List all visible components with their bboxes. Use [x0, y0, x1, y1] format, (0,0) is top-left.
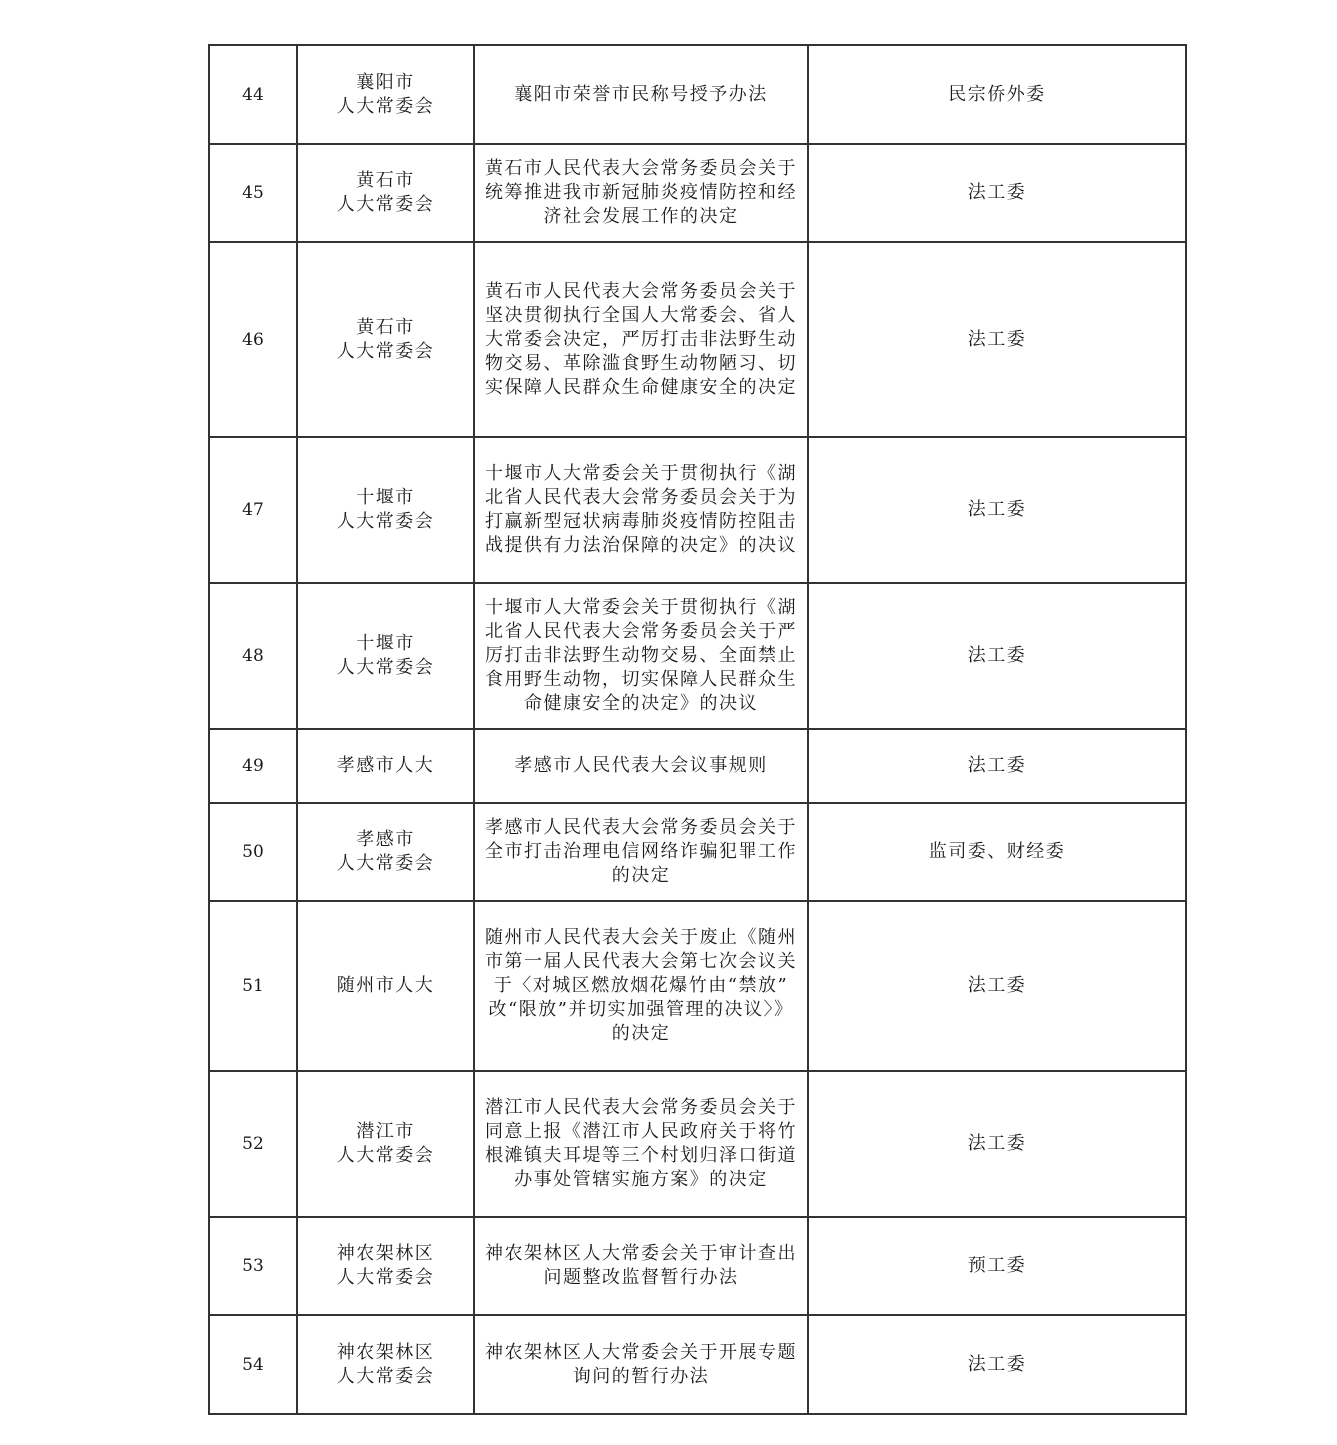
organization-line: 十堰市 [356, 633, 415, 654]
regulation-title-cell [474, 45, 808, 144]
title-line: 随州市人民代表大会关于废止《随州 [485, 927, 797, 948]
title-line: 同意上报《潜江市人民政府关于将竹 [485, 1121, 797, 1142]
title-line: 十堰市人大常委会关于贯彻执行《湖 [485, 463, 797, 484]
title-line: 实保障人民群众生命健康安全的决定 [485, 376, 797, 398]
organization-cell [297, 901, 474, 1071]
organization-line: 黄石市 [356, 170, 415, 191]
table-row [209, 1217, 1186, 1315]
regulation-title-cell [474, 729, 808, 803]
title-line: 神农架林区人大常委会关于开展专题 [485, 1341, 797, 1363]
department-cell: 法工委 [808, 437, 1186, 583]
organization-cell [297, 437, 474, 583]
organization-line: 人大常委会 [336, 1365, 435, 1387]
department-cell: 法工委 [808, 901, 1186, 1071]
organization-line: 人大常委会 [336, 95, 435, 117]
table-row [209, 1071, 1186, 1217]
organization-line: 随州市人大 [336, 975, 435, 996]
title-line: 大常委会决定，严厉打击非法野生动 [485, 328, 797, 350]
organization-line: 襄阳市 [356, 71, 415, 93]
organization-cell [297, 729, 474, 803]
title-line: 根滩镇夫耳堤等三个村划归泽口街道 [485, 1145, 797, 1166]
table-row [209, 729, 1186, 803]
department-cell: 法工委 [808, 242, 1186, 437]
organization-line: 孝感市人大 [336, 755, 435, 776]
organization-cell [297, 583, 474, 729]
row-number: 47 [209, 437, 297, 583]
row-number: 51 [209, 901, 297, 1071]
table-row [209, 901, 1186, 1071]
title-line: 神农架林区人大常委会关于审计查出 [485, 1243, 797, 1264]
organization-line: 人大常委会 [336, 657, 435, 678]
table-row [209, 583, 1186, 729]
title-line: 黄石市人民代表大会常务委员会关于 [485, 158, 797, 179]
title-line: 的决定 [611, 865, 671, 886]
organization-cell [297, 1071, 474, 1217]
title-line: 全市打击治理电信网络诈骗犯罪工作 [485, 841, 797, 862]
row-number: 46 [209, 242, 297, 437]
department-cell: 法工委 [808, 1315, 1186, 1414]
regulation-title-cell [474, 1071, 808, 1217]
regulation-title-cell [474, 583, 808, 729]
title-line: 的决定 [611, 1023, 671, 1044]
title-line: 襄阳市荣誉市民称号授予办法 [514, 83, 768, 105]
table-row [209, 1315, 1186, 1414]
regulation-title-cell [474, 144, 808, 242]
organization-line: 人大常委会 [336, 853, 435, 874]
title-line: 十堰市人大常委会关于贯彻执行《湖 [485, 597, 797, 618]
table-row [209, 437, 1186, 583]
row-number: 49 [209, 729, 297, 803]
title-line: 坚决贯彻执行全国人大常委会、省人 [485, 304, 797, 326]
organization-cell [297, 1217, 474, 1315]
table-row [209, 803, 1186, 901]
row-number: 54 [209, 1315, 297, 1414]
row-number: 50 [209, 803, 297, 901]
organization-line: 孝感市 [356, 829, 415, 850]
department-cell: 民宗侨外委 [808, 45, 1186, 144]
organization-line: 人大常委会 [336, 194, 435, 215]
department-cell: 法工委 [808, 1071, 1186, 1217]
title-line: 北省人民代表大会常务委员会关于严 [485, 621, 797, 642]
organization-line: 人大常委会 [336, 340, 435, 362]
table-row [209, 144, 1186, 242]
row-number: 45 [209, 144, 297, 242]
title-line: 孝感市人民代表大会议事规则 [514, 755, 768, 776]
organization-cell [297, 45, 474, 144]
title-line: 孝感市人民代表大会常务委员会关于 [485, 817, 797, 838]
organization-line: 神农架林区 [336, 1243, 435, 1264]
row-number: 53 [209, 1217, 297, 1315]
title-line: 战提供有力法治保障的决定》的决议 [485, 535, 797, 556]
title-line: 办事处管辖实施方案》的决定 [514, 1169, 768, 1190]
regulation-title-cell [474, 437, 808, 583]
table-row [209, 45, 1186, 144]
department-cell: 预工委 [808, 1217, 1186, 1315]
organization-cell [297, 803, 474, 901]
title-line: 黄石市人民代表大会常务委员会关于 [485, 280, 797, 302]
organization-line: 人大常委会 [336, 1267, 435, 1288]
title-line: 改“限放”并切实加强管理的决议〉》 [488, 999, 794, 1020]
title-line: 济社会发展工作的决定 [543, 206, 739, 227]
row-number: 44 [209, 45, 297, 144]
organization-line: 十堰市 [356, 487, 415, 508]
regulation-title-cell [474, 901, 808, 1071]
department-cell: 监司委、财经委 [808, 803, 1186, 901]
organization-line: 人大常委会 [336, 511, 435, 532]
title-line: 于〈对城区燃放烟花爆竹由“禁放” [493, 975, 789, 996]
department-cell: 法工委 [808, 583, 1186, 729]
department-cell: 法工委 [808, 729, 1186, 803]
organization-cell [297, 144, 474, 242]
regulation-title-cell [474, 1217, 808, 1315]
document-table [208, 44, 1187, 1415]
organization-line: 黄石市 [356, 316, 415, 338]
title-line: 市第一届人民代表大会第七次会议关 [485, 951, 797, 972]
table-row [209, 242, 1186, 437]
organization-line: 神农架林区 [336, 1341, 435, 1363]
title-line: 厉打击非法野生动物交易、全面禁止 [485, 645, 797, 666]
title-line: 询问的暂行办法 [572, 1365, 710, 1387]
title-line: 潜江市人民代表大会常务委员会关于 [485, 1097, 797, 1118]
regulation-title-cell [474, 803, 808, 901]
row-number: 52 [209, 1071, 297, 1217]
title-line: 北省人民代表大会常务委员会关于为 [485, 487, 797, 508]
regulation-title-cell [474, 242, 808, 437]
organization-cell [297, 1315, 474, 1414]
organization-cell [297, 242, 474, 437]
title-line: 物交易、革除滥食野生动物陋习、切 [485, 352, 797, 374]
organization-line: 人大常委会 [336, 1145, 435, 1166]
row-number: 48 [209, 583, 297, 729]
title-line: 打赢新型冠状病毒肺炎疫情防控阻击 [485, 511, 797, 532]
title-line: 命健康安全的决定》的决议 [524, 693, 758, 714]
title-line: 统筹推进我市新冠肺炎疫情防控和经 [485, 182, 797, 203]
title-line: 食用野生动物，切实保障人民群众生 [485, 669, 797, 690]
organization-line: 潜江市 [356, 1121, 415, 1142]
title-line: 问题整改监督暂行办法 [543, 1267, 739, 1288]
regulation-title-cell [474, 1315, 808, 1414]
department-cell: 法工委 [808, 144, 1186, 242]
